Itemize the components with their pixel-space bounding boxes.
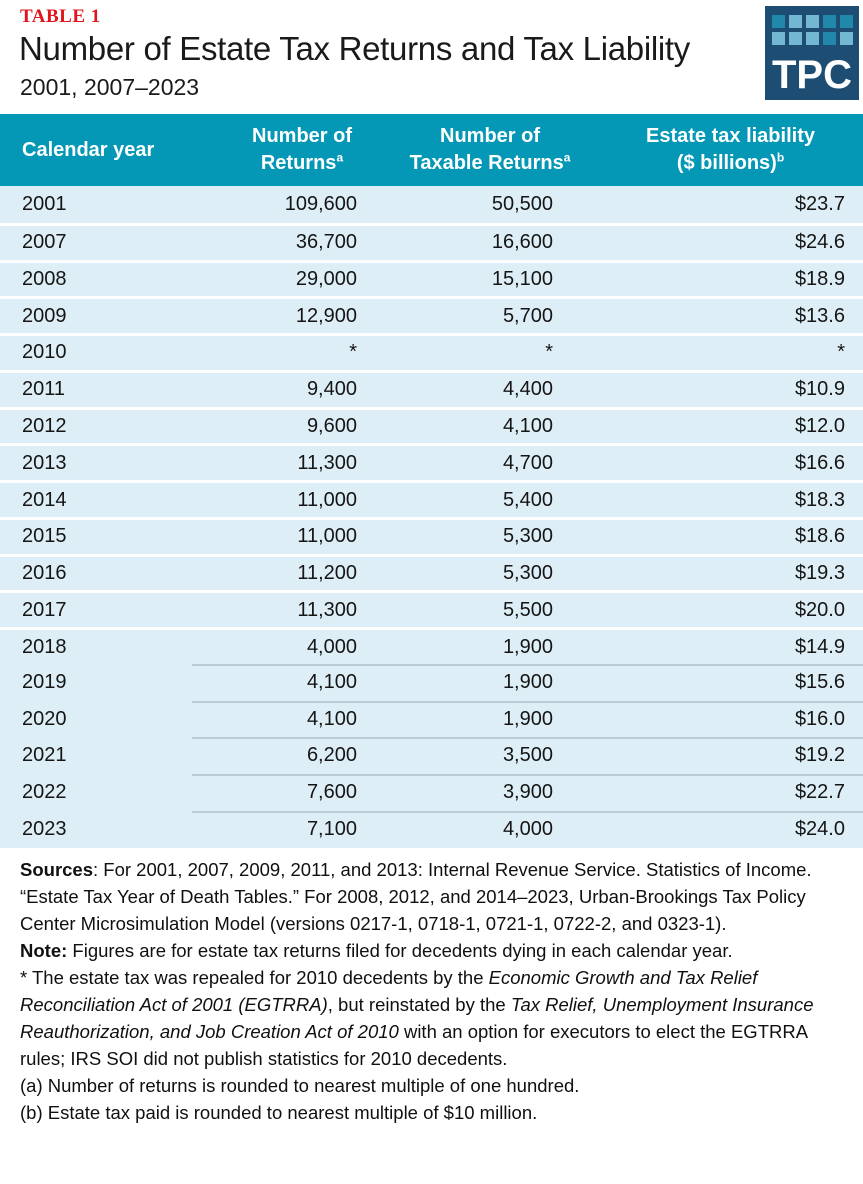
page-title: Number of Estate Tax Returns and Tax Liability — [19, 30, 690, 67]
figure-header — [0, 0, 863, 114]
taxable-returns-cell: 1,900 — [502, 635, 553, 658]
footnote-b: (b) Estate tax paid is rounded to nearest multiple of $10 million. — [20, 1101, 538, 1123]
liability-cell: $22.7 — [794, 781, 845, 804]
note-label: Note: — [20, 939, 68, 961]
liability-cell: $18.3 — [794, 488, 845, 511]
table-number-label: TABLE 1 — [20, 6, 101, 27]
year-cell: 2013 — [22, 451, 67, 474]
taxable-returns-cell: 5,300 — [502, 562, 553, 585]
liability-cell: $12.0 — [794, 414, 845, 437]
act-name-2010: Tax Relief, Unemployment Insurance Reauthorization, and Job Creation Act of 2010 — [20, 993, 814, 1042]
liability-cell: $18.6 — [794, 525, 845, 548]
logo-square-icon — [840, 32, 853, 45]
table-row — [0, 443, 863, 480]
table-row — [0, 407, 863, 444]
act-name-egtrra: Economic Growth and Tax Relief Reconciliation Act of 2001 (EGTRRA) — [20, 966, 758, 1015]
logo-square-icon — [789, 15, 802, 28]
asterisk-note-text: with an option for executors to elect the EGTRRA rules; IRS SOI did not publish statistics for 2010 decedents. — [20, 1020, 808, 1069]
year-cell: 2020 — [22, 707, 67, 730]
returns-cell: 29,000 — [295, 267, 357, 290]
table-row — [0, 811, 863, 848]
taxable-returns-cell: 4,700 — [502, 451, 553, 474]
returns-cell: 6,200 — [306, 744, 357, 767]
year-cell: 2021 — [22, 744, 67, 767]
table-row — [0, 664, 863, 701]
column-header-number-of-returns — [222, 123, 382, 177]
returns-cell: 7,100 — [306, 817, 357, 840]
taxable-returns-cell: 3,500 — [502, 744, 553, 767]
taxable-returns-cell: 1,900 — [502, 707, 553, 730]
returns-cell: 9,400 — [306, 378, 357, 401]
logo-square-icon — [789, 32, 802, 45]
table-row — [0, 223, 863, 260]
sources-text: : For 2001, 2007, 2009, 2011, and 2013: Internal Revenue Service. Statistics of Income. “Estate Tax Year of Death Tables.” For 2008, 2012, and 2014–2023, Urban-Brookings Tax Policy Center Microsimulation Model (versions 0217-1, 0718-1, 0721-1, 0722-2, and 0323-1). — [20, 858, 812, 934]
liability-cell: $24.0 — [794, 817, 845, 840]
table-body — [0, 186, 863, 848]
asterisk-note-paragraph — [20, 964, 843, 1072]
year-cell: 2015 — [22, 525, 67, 548]
taxable-returns-cell: 15,100 — [491, 267, 553, 290]
table-row — [0, 370, 863, 407]
logo-square-icon — [823, 32, 836, 45]
asterisk-note-text: * The estate tax was repealed for 2010 decedents by the — [20, 966, 489, 988]
year-cell: 2008 — [22, 267, 67, 290]
table-row — [0, 774, 863, 811]
logo-text: TPC — [772, 53, 852, 97]
sources-label: Sources — [20, 858, 94, 880]
returns-cell: * — [349, 341, 357, 364]
estate-tax-table — [0, 114, 863, 848]
logo-square-icon — [823, 15, 836, 28]
liability-cell: $16.0 — [794, 707, 845, 730]
returns-cell: 11,300 — [297, 598, 357, 621]
tpc-logo — [765, 6, 859, 100]
column-header-label: ($ billions) — [676, 152, 777, 174]
year-cell: 2017 — [22, 598, 67, 621]
note-text: Figures are for estate tax returns filed for decedents dying in each calendar year. — [67, 939, 733, 961]
liability-cell: $20.0 — [794, 598, 845, 621]
table-row — [0, 701, 863, 738]
column-header-label: Taxable Returns — [409, 152, 564, 174]
footnotes-block — [0, 848, 863, 1126]
liability-cell: * — [837, 341, 845, 364]
logo-square-icon — [806, 15, 819, 28]
returns-cell: 11,300 — [297, 451, 357, 474]
year-cell: 2001 — [22, 192, 67, 215]
taxable-returns-cell: 5,400 — [502, 488, 553, 511]
taxable-returns-cell: 4,400 — [502, 378, 553, 401]
returns-cell: 9,600 — [306, 414, 357, 437]
liability-cell: $23.7 — [794, 192, 845, 215]
year-cell: 2016 — [22, 562, 67, 585]
column-header-line1: Number of — [252, 125, 352, 147]
returns-cell: 4,000 — [306, 635, 357, 658]
returns-cell: 11,000 — [297, 525, 357, 548]
liability-cell: $18.9 — [794, 267, 845, 290]
note-paragraph — [20, 937, 843, 964]
column-header-estate-tax-liability — [598, 123, 863, 177]
returns-cell: 7,600 — [306, 781, 357, 804]
year-cell: 2010 — [22, 341, 67, 364]
liability-cell: $13.6 — [794, 304, 845, 327]
subtitle-years: 2001, 2007–2023 — [20, 74, 200, 100]
logo-square-icon — [806, 32, 819, 45]
year-cell: 2012 — [22, 414, 67, 437]
taxable-returns-cell: 5,300 — [502, 525, 553, 548]
column-header-number-of-taxable-returns — [382, 123, 598, 177]
year-cell: 2011 — [22, 378, 66, 401]
year-cell: 2018 — [22, 635, 67, 658]
liability-cell: $15.6 — [794, 670, 845, 693]
logo-square-icon — [772, 32, 785, 45]
column-header-line1: Number of — [440, 125, 540, 147]
column-header-label: Calendar year — [22, 138, 155, 161]
footnote-marker: a — [563, 150, 571, 165]
liability-cell: $14.9 — [794, 635, 845, 658]
returns-cell: 4,100 — [306, 670, 357, 693]
table-row — [0, 737, 863, 774]
table-row — [0, 333, 863, 370]
table-row — [0, 627, 863, 664]
year-cell: 2022 — [22, 781, 67, 804]
taxable-returns-cell: 1,900 — [502, 670, 553, 693]
footnote-marker: a — [336, 150, 344, 165]
year-cell: 2007 — [22, 231, 67, 254]
liability-cell: $24.6 — [794, 231, 845, 254]
table-row — [0, 517, 863, 554]
table-row — [0, 480, 863, 517]
taxable-returns-cell: 50,500 — [491, 192, 553, 215]
taxable-returns-cell: 16,600 — [491, 231, 553, 254]
taxable-returns-cell: * — [545, 341, 553, 364]
liability-cell: $19.3 — [794, 562, 845, 585]
taxable-returns-cell: 4,000 — [502, 817, 553, 840]
column-header-line2 — [598, 150, 863, 177]
returns-cell: 109,600 — [284, 192, 357, 215]
table-header-row — [0, 114, 863, 186]
taxable-returns-cell: 4,100 — [502, 414, 553, 437]
liability-cell: $10.9 — [794, 378, 845, 401]
sources-paragraph — [20, 856, 843, 937]
column-header-label: Returns — [260, 152, 337, 174]
year-cell: 2019 — [22, 670, 67, 693]
logo-square-icon — [772, 15, 785, 28]
table-row — [0, 296, 863, 333]
logo-squares-icon — [765, 6, 859, 45]
year-cell: 2023 — [22, 817, 67, 840]
liability-cell: $16.6 — [794, 451, 845, 474]
taxable-returns-cell: 5,500 — [502, 598, 553, 621]
column-header-calendar-year — [0, 139, 222, 162]
table-row — [0, 260, 863, 297]
returns-cell: 4,100 — [306, 707, 357, 730]
taxable-returns-cell: 5,700 — [502, 304, 553, 327]
year-cell: 2014 — [22, 488, 67, 511]
year-cell: 2009 — [22, 304, 67, 327]
footnote-marker: b — [776, 150, 785, 165]
liability-cell: $19.2 — [794, 744, 845, 767]
asterisk-note-text: , but reinstated by the — [327, 993, 511, 1015]
table-row — [0, 186, 863, 223]
taxable-returns-cell: 3,900 — [502, 781, 553, 804]
returns-cell: 12,900 — [295, 304, 357, 327]
column-header-line2 — [222, 150, 382, 177]
returns-cell: 11,200 — [297, 562, 357, 585]
returns-cell: 11,000 — [297, 488, 357, 511]
column-header-line1: Estate tax liability — [646, 125, 815, 147]
footnote-a: (a) Number of returns is rounded to nearest multiple of one hundred. — [20, 1074, 580, 1096]
logo-square-icon — [840, 15, 853, 28]
returns-cell: 36,700 — [295, 231, 357, 254]
table-row — [0, 554, 863, 591]
column-header-line2 — [382, 150, 598, 177]
table-row — [0, 590, 863, 627]
